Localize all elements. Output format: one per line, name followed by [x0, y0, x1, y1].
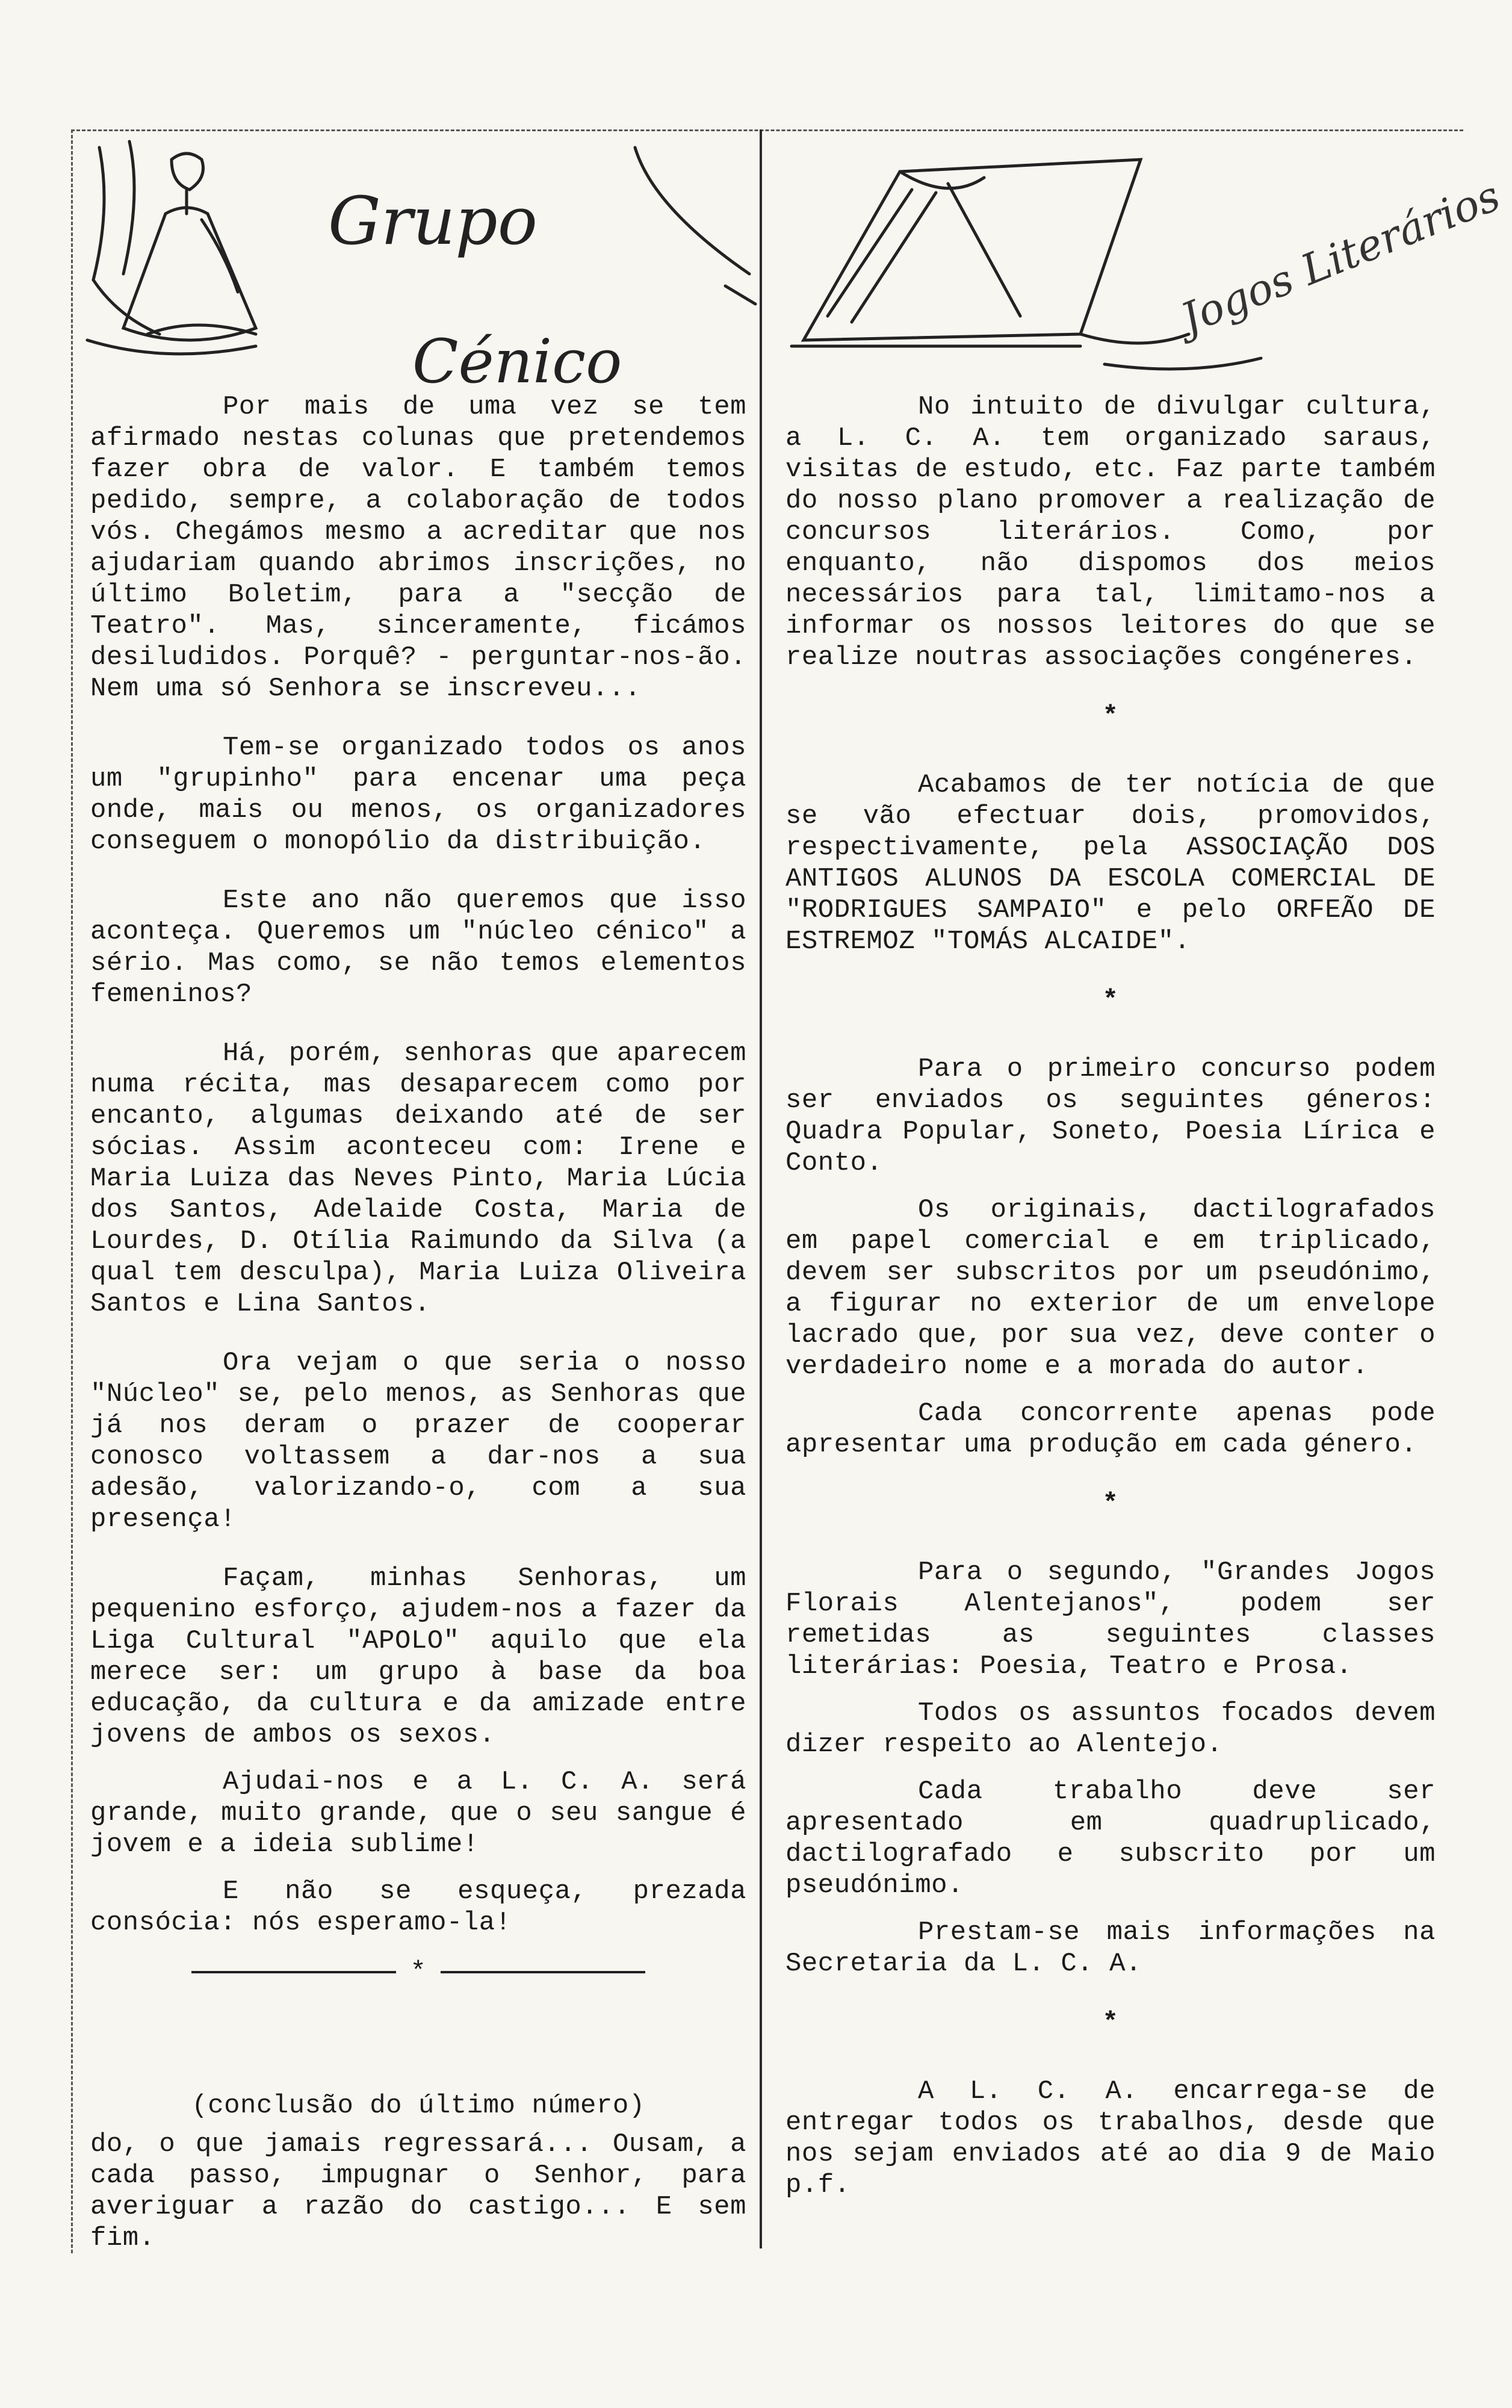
separator-asterisk: * [410, 1957, 427, 1987]
conclusion-text: do, o que jamais regressará... Ousam, a cada passo, impugnar o Senhor, para averiguar a razão do castigo... E sem fim. [90, 2129, 746, 2253]
right-paragraph-9: Prestam-se mais informações na Secretaria da L. C. A. [785, 1917, 1436, 1979]
grupo-cenico-header [75, 135, 755, 400]
column-divider [760, 129, 762, 2248]
left-paragraph-6: Façam, minhas Senhoras, um pequenino esforço, ajudem-nos a fazer da Liga Cultural "APOLO" aquilo que ela merece ser: um grupo à base da boa educação, da cultura e da amizade entre jovens de ambos os sexos. [90, 1563, 746, 1750]
left-paragraph-4: Há, porém, senhoras que aparecem numa récita, mas desaparecem como por encanto, algumas deixando até de ser sócias. Assim aconteceu com: Irene e Maria Luiza das Neves Pinto, Maria Lúcia dos Santos, Adelaide Costa, Maria de Lourdes, D. Otília Raimundo da Silva (a qual tem desculpa), Maria Luiza Oliveira Santos e Lina Santos. [90, 1038, 746, 1319]
left-paragraph-5: Ora vejam o que seria o nosso "Núcleo" se, pelo menos, as Senhoras que já nos deram o prazer de cooperar conosco voltassem a dar-nos a sua adesão, valorizando-o, com a sua presença! [90, 1348, 746, 1534]
open-book-illustration [767, 135, 1507, 400]
right-paragraph-5: Cada concorrente apenas pode apresentar uma produção em cada género. [785, 1398, 1436, 1460]
jogos-literarios-header [767, 135, 1507, 400]
left-paragraph-7: Ajudai-nos e a L. C. A. será grande, muito grande, que o seu sangue é jovem e a ideia sublime! [90, 1767, 746, 1860]
header-left-title-word-1: Grupo [328, 182, 538, 259]
right-paragraph-10: A L. C. A. encarrega-se de entregar todos os trabalhos, desde que nos sejam enviados até ao dia 9 de Maio p.f. [785, 2076, 1436, 2200]
right-column-article [785, 391, 1436, 2229]
right-asterisk-4: * [1102, 2008, 1119, 2038]
right-paragraph-3: Para o primeiro concurso podem ser enviados os seguintes géneros: Quadra Popular, Soneto, Poesia Lírica e Conto. [785, 1054, 1436, 1178]
section-separator [90, 1956, 746, 1988]
right-paragraph-1: No intuito de divulgar cultura, a L. C. A. tem organizado saraus, visitas de estudo, etc. Faz parte também do nosso plano promover a realização de concursos literários. Como, por enquanto, não dispomos dos meios necessários para tal, limitamo-nos a informar os nossos leitores do que se realize noutras associações congéneres. [785, 392, 1436, 672]
right-paragraph-6: Para o segundo, "Grandes Jogos Florais Alentejanos", podem ser remetidas as seguintes classes literárias: Poesia, Teatro e Prosa. [785, 1557, 1436, 1681]
separator-line-right [441, 1971, 645, 1973]
left-paragraph-2: Tem-se organizado todos os anos um "grupinho" para encenar uma peça onde, mais ou menos, os organizadores conseguem o monopólio da distribuição. [90, 733, 746, 857]
conclusion-heading: (conclusão do último número) [191, 2091, 645, 2121]
header-right-title: Jogos Literários [1174, 170, 1507, 344]
right-paragraph-4: Os originais, dactilografados em papel comercial e em triplicado, devem ser subscritos por um pseudónimo, a figurar no exterior de um envelope lacrado que, por sua vez, deve conter o verdadeiro nome e a morada do autor. [785, 1195, 1436, 1382]
right-paragraph-2: Acabamos de ter notícia de que se vão efectuar dois, promovidos, respectivamente, pela ASSOCIAÇÃO DOS ANTIGOS ALUNOS DA ESCOLA COMERCIAL DE "RODRIGUES SAMPAIO" e pelo ORFEÃO DE ESTREMOZ "TOMÁS ALCAIDE". [785, 770, 1436, 957]
right-asterisk-3: * [1102, 1489, 1119, 1519]
right-paragraph-8: Cada trabalho deve ser apresentado em quadruplicado, dactilografado e subscrito por um pseudónimo. [785, 1777, 1436, 1901]
separator-line-left [191, 1971, 396, 1973]
left-paragraph-8: E não se esqueça, prezada consócia: nós esperamo-la! [90, 1876, 746, 1938]
left-paragraph-1: Por mais de uma vez se tem afirmado nestas colunas que pretendemos fazer obra de valor. E também temos pedido, sempre, a colaboração de todos vós. Chegámos mesmo a acreditar que nos ajudariam quando abrimos inscrições, no último Boletim, para a "secção de Teatro". Mas, sinceramente, ficámos desiludidos. Porquê? - perguntar-nos-ão. Nem uma só Senhora se inscreveu... [90, 392, 746, 704]
right-asterisk-2: * [1102, 985, 1119, 1016]
right-paragraph-7: Todos os assuntos focados devem dizer respeito ao Alentejo. [785, 1698, 1436, 1760]
right-asterisk-1: * [1102, 701, 1119, 731]
grupo-cenico-illustration [75, 135, 755, 400]
header-left-title-word-2: Cénico [412, 326, 622, 397]
left-column-article [90, 391, 746, 2282]
left-paragraph-3: Este ano não queremos que isso aconteça. Queremos um "núcleo cénico" a sério. Mas como, se não temos elementos femeninos? [90, 886, 746, 1010]
